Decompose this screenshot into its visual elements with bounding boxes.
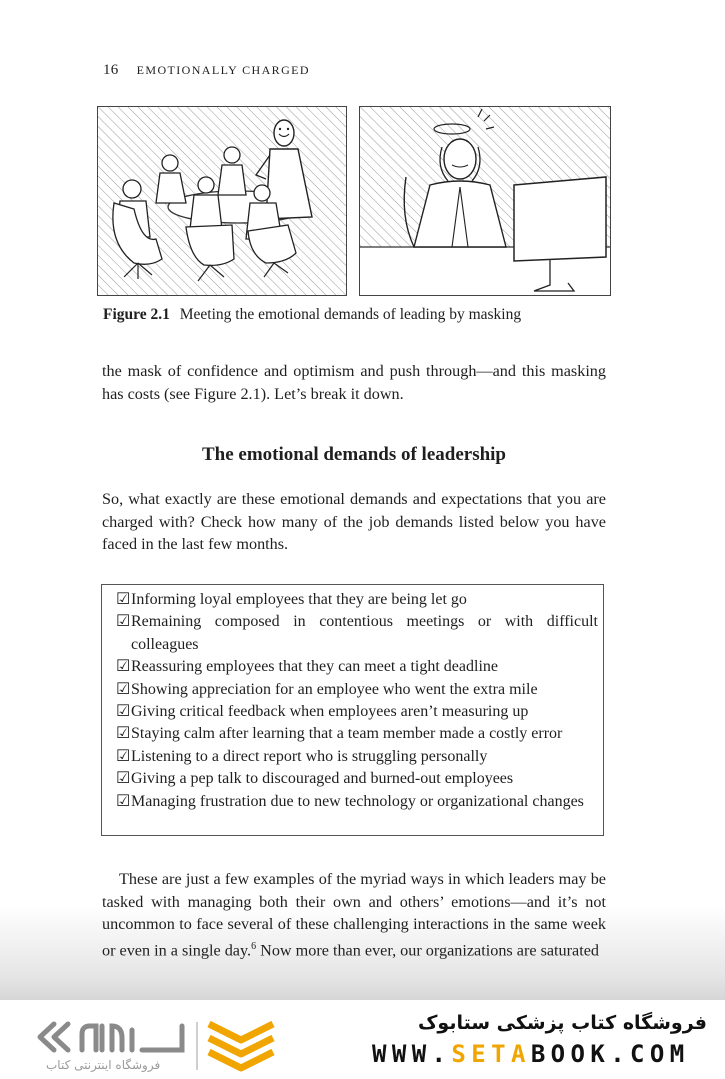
footnote-marker: 6 [251, 940, 257, 952]
checkbox-icon: ☑ [116, 591, 131, 608]
checklist-item [116, 746, 598, 768]
checklist-item-text: Staying calm after learning that a team member made a costly error [131, 725, 563, 743]
section-heading: The emotional demands of leadership [201, 444, 507, 465]
paragraph-3-continuation: Now more than ever, our organizations are saturated [256, 941, 600, 960]
checklist-item-text: Informing loyal employees that they are being let go [131, 591, 467, 608]
figure-caption [103, 306, 521, 324]
running-head-title: EMOTIONALLY CHARGED [136, 63, 310, 77]
page-number: 16 [103, 62, 119, 78]
checkbox-icon: ☑ [116, 613, 131, 631]
store-url-prefix: WWW. [372, 1040, 452, 1068]
checklist-item-text: Listening to a direct report who is struggling personally [131, 747, 488, 765]
checkbox-icon: ☑ [116, 703, 131, 721]
stressed-leader-sketch-icon [360, 107, 610, 295]
paragraph-1: the mask of confidence and optimism and push through—and this masking has costs (see Figure 2.1). Let’s break it down. [102, 362, 606, 403]
figure-left-panel [97, 106, 347, 296]
checklist-item [116, 611, 598, 656]
store-url [372, 1040, 690, 1068]
checklist-item-text: Giving critical feedback when employees aren’t measuring up [131, 703, 529, 721]
figure-label: Figure 2.1 [103, 306, 170, 323]
checkbox-icon: ☑ [116, 725, 131, 743]
checklist-item [116, 723, 598, 745]
checklist-item-text: Reassuring employees that they can meet a tight deadline [131, 658, 498, 676]
checkbox-icon: ☑ [116, 770, 131, 788]
checkbox-icon: ☑ [116, 680, 131, 698]
checklist-item [116, 791, 598, 813]
paragraph-3 [102, 868, 606, 962]
paragraph-2: So, what exactly are these emotional demands and expectations that you are charged with? Check how many of the job demands listed below you have faced in the last few months. [102, 490, 606, 554]
checklist-item-text: Showing appreciation for an employee who went the extra mile [131, 680, 538, 698]
checklist-item [116, 679, 598, 701]
paragraph-3-text: These are just a few examples of the myriad ways in which leaders may be tasked with managing both their own and others’ emotions—and it’s not uncommon to face several of these challenging interactions in the same week or even in a single day. [102, 870, 606, 960]
logo-divider [196, 1022, 198, 1070]
chevrons-logo-icon [205, 1020, 277, 1072]
checklist-item-text: Remaining composed in contentious meetings or with difficult colleagues [131, 613, 598, 653]
store-name: فروشگاه کتاب پزشکی ستابوک [417, 1012, 707, 1034]
store-url-suffix: BOOK.COM [530, 1040, 690, 1068]
checklist-item [116, 589, 598, 611]
checklist-item [116, 768, 598, 790]
meeting-sketch-icon [98, 107, 346, 295]
running-head [103, 62, 310, 79]
figure-right-panel [359, 106, 611, 296]
checklist-item-text: Giving a pep talk to discouraged and burned-out employees [131, 770, 514, 788]
logo-subtitle: فروشگاه اینترنتی کتاب [46, 1058, 161, 1072]
checklist-item [116, 701, 598, 723]
checklist-box [101, 584, 604, 836]
checklist-item-text: Managing frustration due to new technology or organizational changes [131, 792, 584, 810]
checkbox-icon: ☑ [116, 658, 131, 676]
figure-caption-text: Meeting the emotional demands of leading by masking [179, 306, 522, 323]
checkbox-icon: ☑ [116, 747, 131, 765]
store-url-accent: SETA [451, 1040, 531, 1068]
setabook-logo-icon [36, 1016, 196, 1058]
checklist-item [116, 656, 598, 678]
checkbox-icon: ☑ [116, 792, 131, 810]
